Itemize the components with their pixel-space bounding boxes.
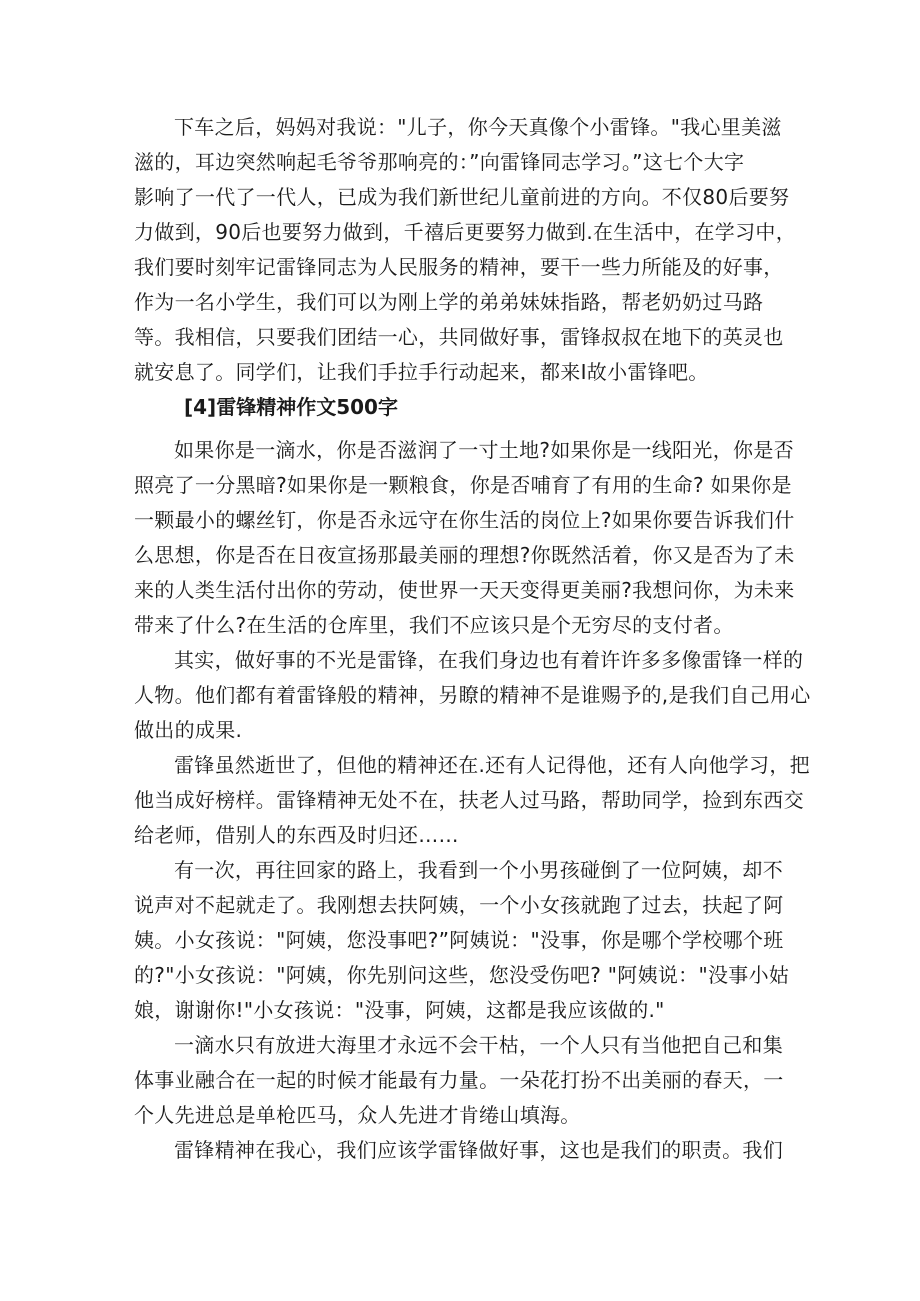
article-paragraph-4: [134, 853, 794, 1028]
text-line: 娘，谢谢你!"小女孩说："没事，阿姨，这都是我应该做的.": [134, 998, 665, 1022]
text-line: 人物。他们都有着雷锋般的精神，另瞭的精神不是谁赐予的,是我们自己用心: [134, 683, 811, 707]
text-line: 姨。小女孩说："阿姨，您没事吧?”阿姨说："没事，你是哪个学校哪个班: [134, 928, 784, 952]
text-line: 给老师，借别人的东西及时归还……: [134, 823, 459, 847]
text-line: 力做到，90后也要努力做到，千禧后更要努力做到.在生活中，在学习中，: [134, 220, 797, 244]
text-line: 雷锋虽然逝世了，但他的精神还在.还有人记得他，还有人向他学习，把: [174, 753, 810, 777]
text-line: 下车之后，妈妈对我说："儿子，你今天真像个小雷锋。"我心里美滋: [174, 115, 782, 139]
article-paragraph-2: [134, 643, 811, 748]
article-paragraph-5: [134, 1028, 794, 1133]
section-heading: [4]雷锋精神作文500字: [184, 395, 398, 419]
text-line: 一滴水只有放进大海里才永远不会干枯，一个人只有当他把自己和集: [174, 1033, 783, 1057]
text-line: 带来了什么?在生活的仓库里，我们不应该只是个无穷尽的支付者。: [134, 613, 734, 637]
text-line: 就安息了。同学们，让我们手拉手行动起来，都来I故小雷锋吧。: [134, 360, 709, 384]
text-line: 等。我相信，只要我们团结一心，共同做好事，雷锋叔叔在地下的英灵也: [134, 325, 784, 349]
text-line: 雷锋精神在我心，我们应该学雷锋做好事，这也是我们的职责。我们: [174, 1138, 783, 1162]
text-line: 做出的成果.: [134, 718, 243, 742]
article-paragraph-1: [134, 433, 794, 643]
text-line: 作为一名小学生，我们可以为刚上学的弟弟妹妹指路，帮老奶奶过马路: [134, 290, 764, 314]
text-line: 如果你是一滴水，你是否滋润了一寸土地?如果你是一线阳光，你是否: [174, 438, 794, 462]
intro-paragraph: [134, 110, 797, 390]
text-line: 个人先进总是单枪匹马，众人先进才肯绻山填海。: [134, 1103, 581, 1127]
text-line: 他当成好榜样。雷锋精神无处不在，扶老人过马路，帮助同学，捡到东西交: [134, 788, 804, 812]
text-line: 一颗最小的螺丝钉，你是否永远守在你生活的岗位上?如果你要告诉我们什: [134, 508, 795, 532]
text-line: 照亮了一分黑暗?如果你是一颗粮食，你是否哺育了有用的生命? 如果你是: [134, 473, 792, 497]
text-line: 我们要时刻牢记雷锋同志为人民服务的精神，要干一些力所能及的好事，: [134, 255, 784, 279]
text-line: 滋的，耳边突然响起毛爷爷那响亮的：”向雷锋同志学习。”这七个大字: [134, 150, 745, 174]
text-line: 有一次，再往回家的路上，我看到一个小男孩碰倒了一位阿姨，却不: [174, 858, 783, 882]
text-line: 的?"小女孩说："阿姨，你先别问这些，您没受伤吧? "阿姨说："没事小姑: [134, 963, 790, 987]
text-line: 其实，做好事的不光是雷锋，在我们身边也有着许许多多像雷锋一样的: [174, 648, 804, 672]
text-line: 么思想，你是否在日夜宣扬那最美丽的理想?你既然活着，你又是否为了未: [134, 543, 795, 567]
article-paragraph-6: [134, 1133, 794, 1168]
heading-spacer: [134, 425, 794, 433]
text-line: 来的人类生活付出你的劳动，使世界一天天变得更美丽?我想问你，为未来: [134, 578, 795, 602]
text-line: 影响了一代了一代人，已成为我们新世纪儿童前进的方向。不仅80后要努: [134, 185, 790, 209]
document-page: [134, 110, 811, 1168]
text-line: 说声对不起就走了。我刚想去扶阿姨，一个小女孩就跑了过去，扶起了阿: [134, 893, 784, 917]
text-line: 体事业融合在一起的时候才能最有力量。一朵花打扮不出美丽的春天，一: [134, 1068, 784, 1092]
article-paragraph-3: [134, 748, 810, 853]
